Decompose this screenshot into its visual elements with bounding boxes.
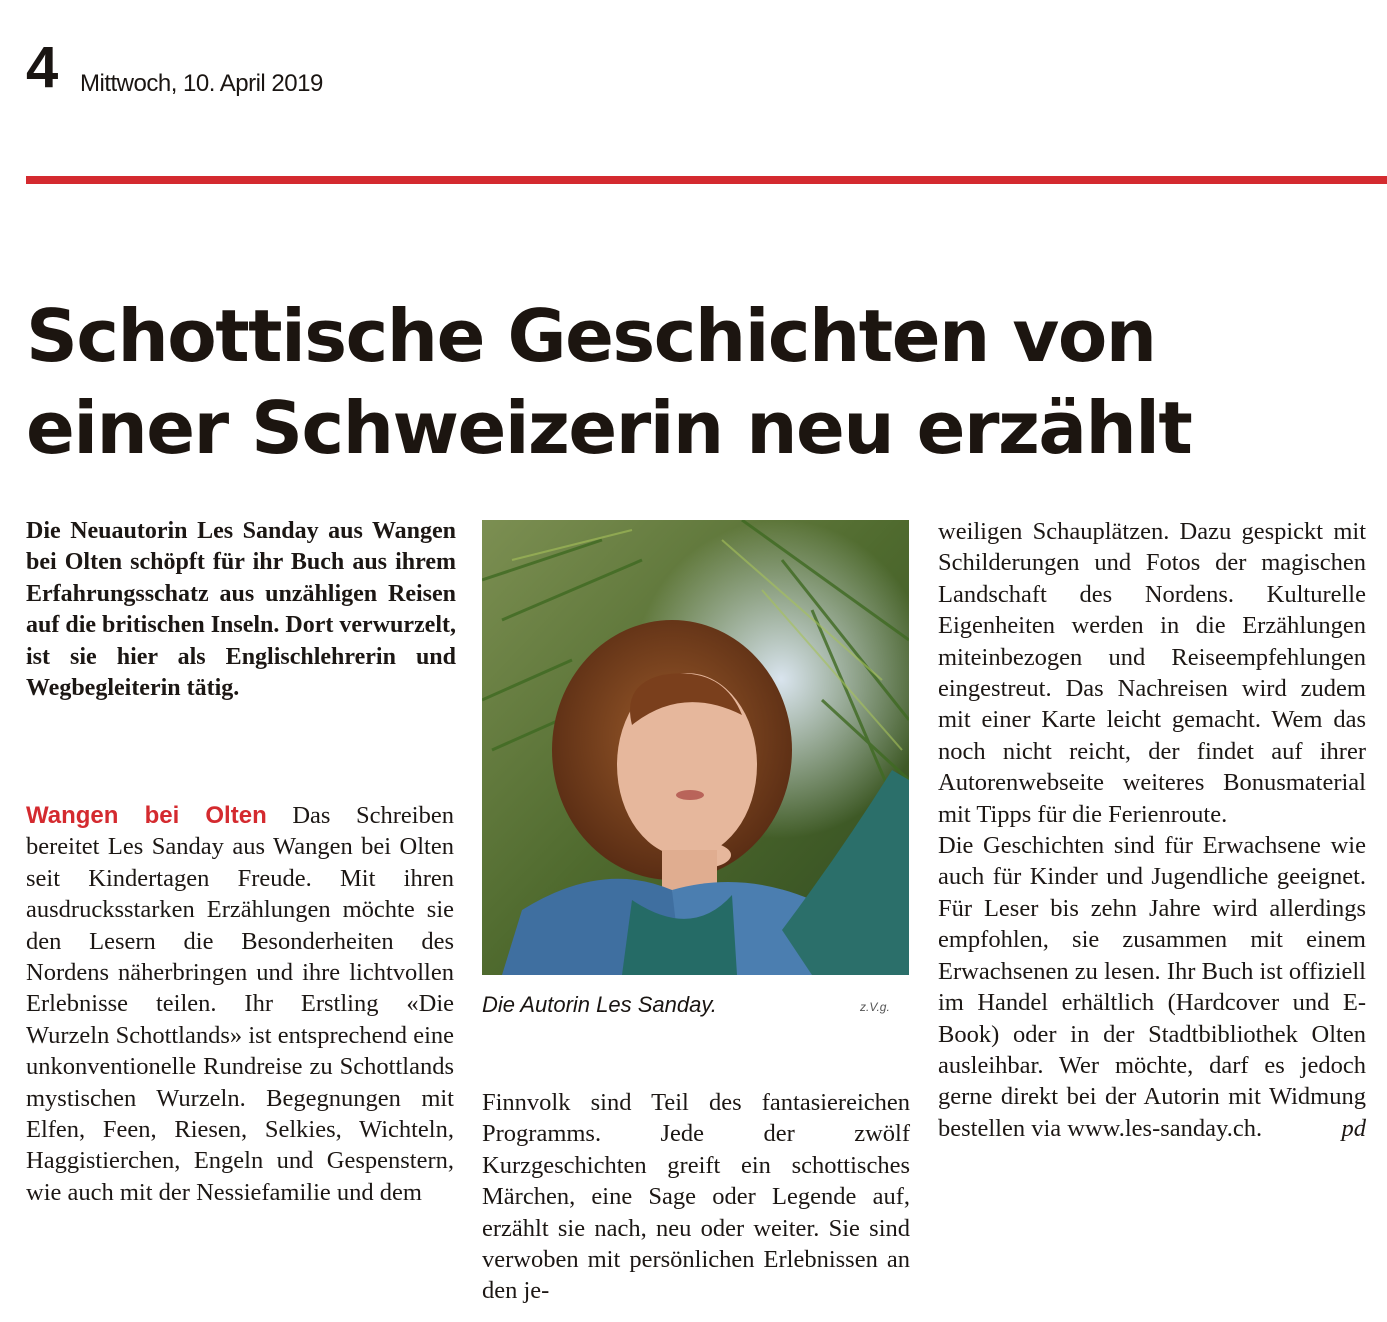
header-rule [26,176,1387,184]
body-paragraph-1 [26,800,454,1208]
page-number: 4 [26,35,59,100]
body-col2-text: Finnvolk sind Teil des fantasiereichen Programms. Jede der zwölf Kurzgeschichten greift ein schottisches Märchen, eine Sage oder Legende auf, erzählt sie nach, neu oder weiter. Sie sind verwoben mit persönlichen Erlebnissen an den je- [482,1089,910,1305]
dateline: Wangen bei Olten [26,802,267,829]
article-lead [26,516,456,704]
photo-credit: z.V.g. [860,1000,890,1014]
issue-date: Mittwoch, 10. April 2019 [80,70,323,97]
body-column-1 [26,800,454,1208]
author-portrait-image [482,520,909,975]
lead-text: Die Neuautorin Les Sanday aus Wangen bei Olten schöpft für ihr Buch aus ihrem Erfahrungsschatz aus unzähligen Reisen auf die britischen Inseln. Dort verwurzelt, ist sie hier als Englischlehrerin und Wegbegleiterin tätig. [26,518,456,702]
body-column-3 [938,516,1366,1144]
headline-line-2: einer Schweizerin neu erzählt [26,386,1192,470]
author-photo [482,520,909,975]
body-col3-paragraph-2-text: Die Geschichten sind für Erwachsene wie auch für Kinder und Jugendliche geeignet. Für Leser bis zehn Jahre wird allerdings empfohlen, sie zusammen mit einem Erwachsenen zu lesen. Ihr Buch ist offiziell im Handel erhältlich (Hardcover und E-Book) oder in der Stadtbibliothek Olten ausleihbar. Wer möchte, darf es jedoch gerne direkt bei der Autorin mit Widmung bestellen via www.les-sanday.ch. [938,832,1366,1142]
photo-caption: Die Autorin Les Sanday. [482,992,717,1017]
body-col3-paragraph-1: weiligen Schauplätzen. Dazu gespickt mit Schilderungen und Fotos der magischen Landschaft des Nordens. Kulturelle Eigenheiten werden in die Erzählungen miteinbezogen und Reiseempfehlungen eingestreut. Das Nachreisen wird zudem mit einer Karte leicht gemacht. Wem das noch nicht reicht, der findet auf ihrer Autorenwebseite weiteres Bonusmaterial mit Tipps für die Ferienroute. [938,518,1366,828]
author-signature: pd [1341,1114,1366,1142]
headline-line-1: Schottische Geschichten von [26,294,1156,378]
body-column-2 [482,1087,910,1307]
body-col3-paragraph-2 [938,830,1366,1144]
article-headline [26,290,1376,474]
body-col1-text: Das Schreiben bereitet Les Sanday aus Wangen bei Olten seit Kindertagen Freude. Mit ihren ausdrucksstarken Erzählungen möchte sie den Lesern die Besonderheiten des Nordens näherbringen und ihre lichtvollen Erlebnisse teilen. Ihr Erstling «Die Wurzeln Schottlands» ist entsprechend eine unkonventionelle Rundreise zu Schottlands mystischen Wurzeln. Begegnungen mit Elfen, Feen, Riesen, Selkies, Wichteln, Haggistierchen, Engeln und Gespenstern, wie auch mit der Nessiefamilie und dem [26,802,454,1206]
